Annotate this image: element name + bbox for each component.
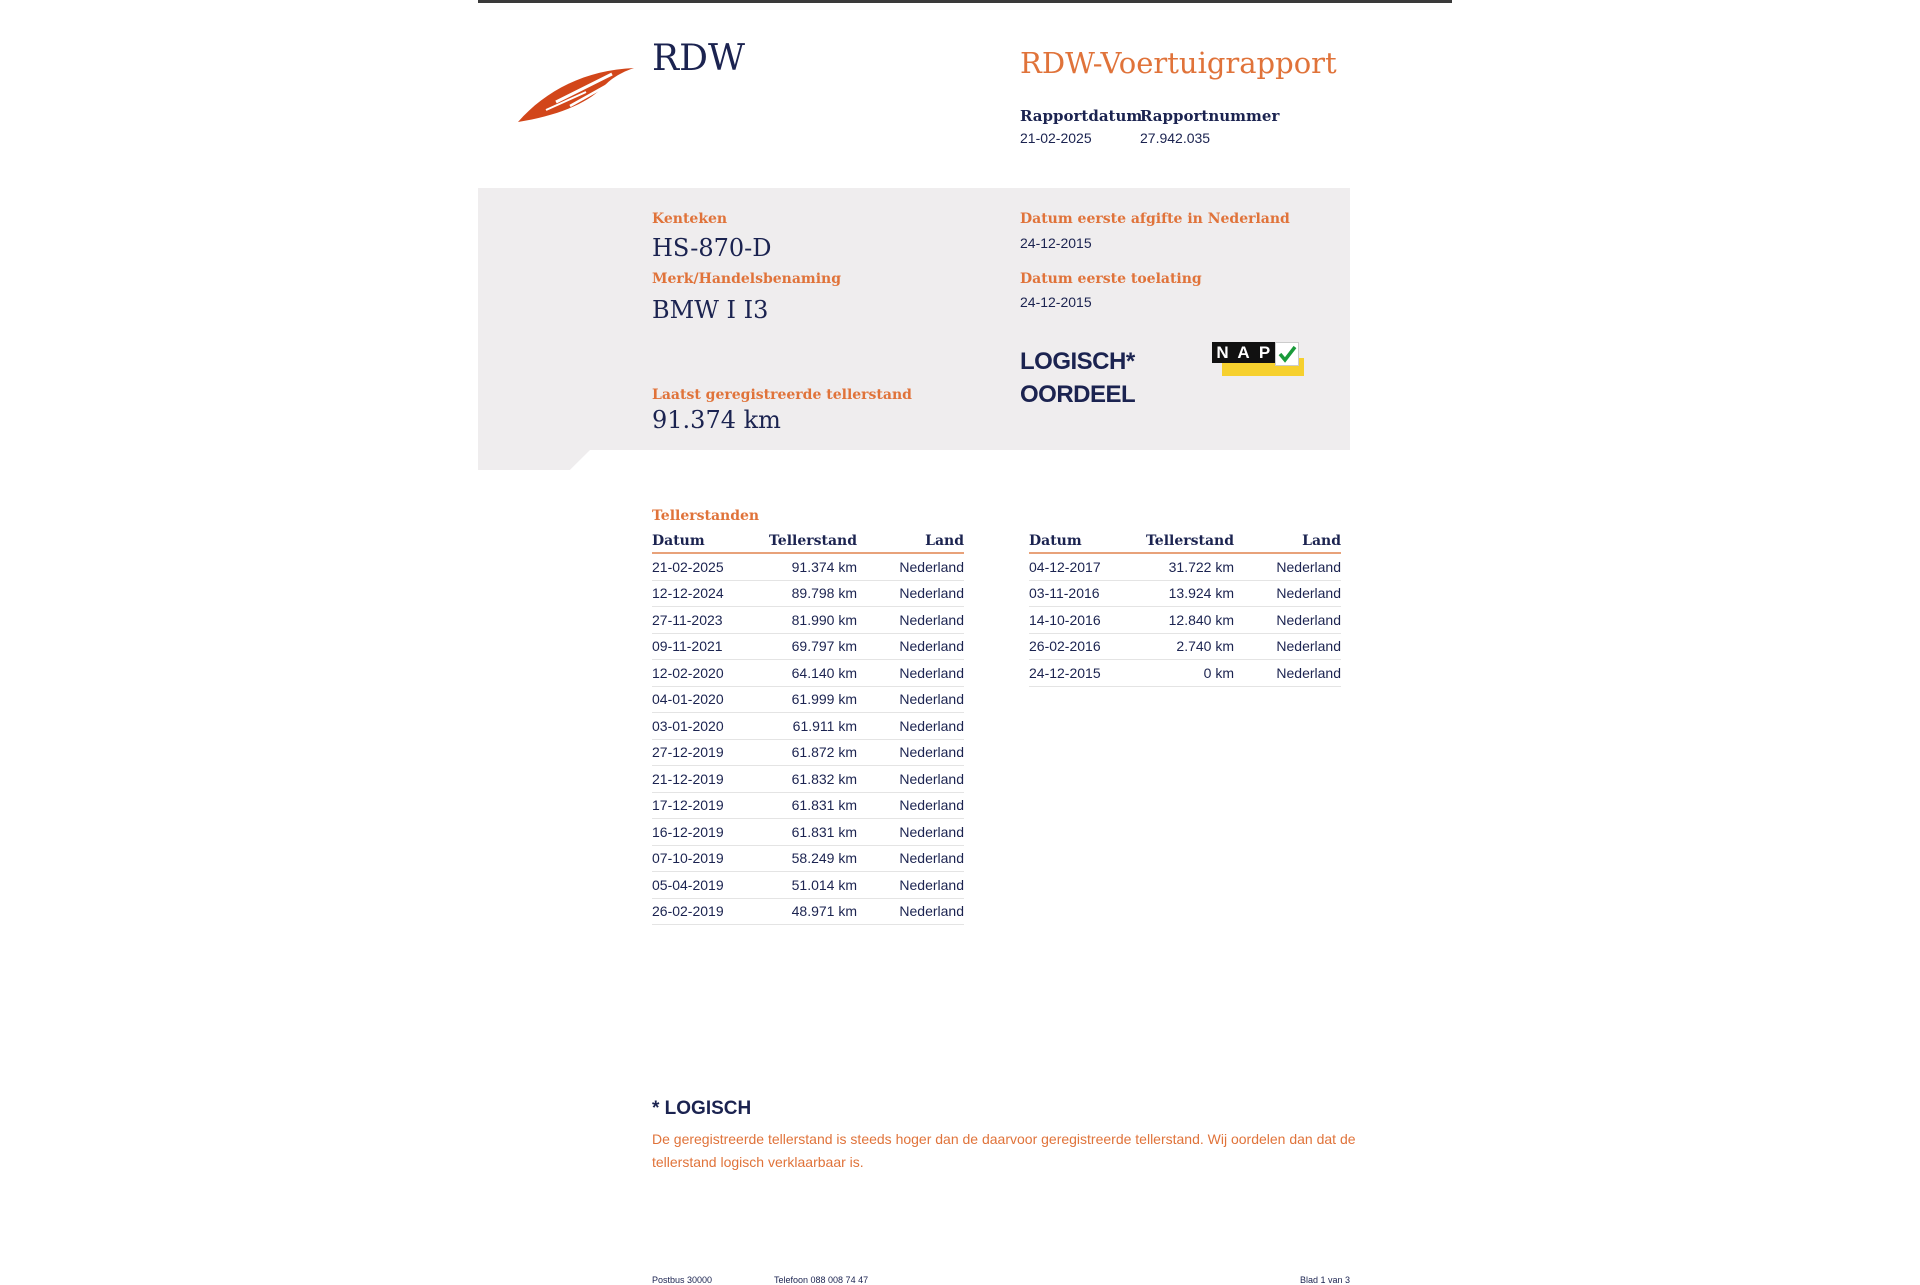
table-row — [652, 553, 964, 580]
odometer-table-right — [1029, 532, 1341, 687]
row-date: 26-02-2019 — [652, 898, 762, 925]
verdict-line-2: OORDEEL — [1020, 381, 1136, 408]
odometer-table-left — [652, 532, 964, 925]
row-date: 09-11-2021 — [652, 633, 762, 660]
verdict-line-1: LOGISCH* — [1020, 348, 1135, 375]
last-odo-label: Laatst geregistreerde tellerstand — [652, 387, 912, 403]
table-row — [652, 633, 964, 660]
row-odometer: 69.797 km — [762, 633, 857, 660]
row-date: 12-12-2024 — [652, 580, 762, 607]
row-date: 04-01-2020 — [652, 686, 762, 713]
row-date: 07-10-2019 — [652, 845, 762, 872]
col-country: Land — [857, 532, 964, 553]
note-heading: * LOGISCH — [652, 1098, 752, 1119]
report-number-label: Rapportnummer — [1140, 107, 1280, 125]
row-odometer: 13.924 km — [1139, 580, 1234, 607]
last-odo-value: 91.374 km — [652, 406, 781, 434]
footer-phone: Telefoon 088 008 74 47 — [774, 1275, 869, 1285]
row-country: Nederland — [1234, 580, 1341, 607]
table-row — [1029, 633, 1341, 660]
row-country: Nederland — [1234, 633, 1341, 660]
row-date: 27-11-2023 — [652, 607, 762, 634]
row-country: Nederland — [1234, 607, 1341, 634]
col-date: Datum — [652, 532, 762, 553]
table-row — [652, 660, 964, 687]
row-country: Nederland — [857, 845, 964, 872]
table-row — [652, 739, 964, 766]
row-country: Nederland — [857, 607, 964, 634]
col-country: Land — [1234, 532, 1341, 553]
row-country: Nederland — [857, 898, 964, 925]
footer-address: Postbus 30000 — [652, 1275, 713, 1285]
row-odometer: 61.872 km — [762, 739, 857, 766]
row-odometer: 12.840 km — [1139, 607, 1234, 634]
row-odometer: 61.911 km — [762, 713, 857, 740]
nap-letter-p: P — [1254, 342, 1275, 363]
row-country: Nederland — [857, 660, 964, 687]
col-date: Datum — [1029, 532, 1139, 553]
top-rule — [478, 0, 1452, 3]
nap-letter-n: N — [1212, 342, 1233, 363]
row-country: Nederland — [857, 580, 964, 607]
checkmark-icon — [1275, 342, 1299, 366]
table-row — [652, 898, 964, 925]
note-text: De geregistreerde tellerstand is steeds hoger dan de daarvoor geregistreerde tellerstand. Wij oordelen dan dat de tellerstand logisch verklaarbaar is. — [652, 1131, 1356, 1170]
row-country: Nederland — [857, 872, 964, 899]
plate-label: Kenteken — [652, 211, 728, 227]
row-date: 27-12-2019 — [652, 739, 762, 766]
table-row — [652, 766, 964, 793]
row-date: 03-11-2016 — [1029, 580, 1139, 607]
col-odometer: Tellerstand — [762, 532, 857, 553]
row-country: Nederland — [857, 633, 964, 660]
row-country: Nederland — [857, 553, 964, 580]
odometer-section-title: Tellerstanden — [652, 508, 760, 524]
row-date: 21-02-2025 — [652, 553, 762, 580]
row-date: 14-10-2016 — [1029, 607, 1139, 634]
table-row — [652, 845, 964, 872]
row-date: 26-02-2016 — [1029, 633, 1139, 660]
table-row — [652, 607, 964, 634]
table-row — [652, 819, 964, 846]
row-date: 05-04-2019 — [652, 872, 762, 899]
row-country: Nederland — [857, 713, 964, 740]
row-odometer: 31.722 km — [1139, 553, 1234, 580]
report-date-label: Rapportdatum — [1020, 107, 1143, 125]
row-date: 17-12-2019 — [652, 792, 762, 819]
plate-value: HS-870-D — [652, 234, 772, 262]
make-label: Merk/Handelsbenaming — [652, 271, 842, 287]
summary-panel — [478, 188, 1350, 450]
row-date: 21-12-2019 — [652, 766, 762, 793]
row-country: Nederland — [857, 766, 964, 793]
report-number: 27.942.035 — [1140, 130, 1211, 146]
row-odometer: 48.971 km — [762, 898, 857, 925]
rdw-logo — [516, 60, 636, 126]
row-odometer: 64.140 km — [762, 660, 857, 687]
row-country: Nederland — [857, 792, 964, 819]
table-row — [1029, 607, 1341, 634]
nap-letter-a: A — [1233, 342, 1254, 363]
row-country: Nederland — [857, 819, 964, 846]
row-date: 24-12-2015 — [1029, 660, 1139, 687]
row-odometer: 2.740 km — [1139, 633, 1234, 660]
row-odometer: 61.832 km — [762, 766, 857, 793]
table-row — [652, 686, 964, 713]
row-odometer: 91.374 km — [762, 553, 857, 580]
first-nl-label: Datum eerste afgifte in Nederland — [1020, 211, 1290, 227]
first-admission-label: Datum eerste toelating — [1020, 271, 1202, 287]
nap-check-logo — [1212, 342, 1304, 380]
row-date: 03-01-2020 — [652, 713, 762, 740]
row-odometer: 61.831 km — [762, 792, 857, 819]
row-country: Nederland — [1234, 660, 1341, 687]
col-odometer: Tellerstand — [1139, 532, 1234, 553]
report-date: 21-02-2025 — [1020, 130, 1092, 146]
brand-name: RDW — [652, 38, 745, 79]
row-date: 12-02-2020 — [652, 660, 762, 687]
row-date: 16-12-2019 — [652, 819, 762, 846]
row-country: Nederland — [1234, 553, 1341, 580]
row-country: Nederland — [857, 686, 964, 713]
row-country: Nederland — [857, 739, 964, 766]
row-odometer: 61.831 km — [762, 819, 857, 846]
table-row — [652, 792, 964, 819]
table-row — [1029, 660, 1341, 687]
first-nl-value: 24-12-2015 — [1020, 235, 1092, 251]
table-row — [652, 580, 964, 607]
row-odometer: 58.249 km — [762, 845, 857, 872]
row-date: 04-12-2017 — [1029, 553, 1139, 580]
row-odometer: 89.798 km — [762, 580, 857, 607]
row-odometer: 81.990 km — [762, 607, 857, 634]
table-row — [1029, 553, 1341, 580]
first-admission-value: 24-12-2015 — [1020, 294, 1092, 310]
footer-page: Blad 1 van 3 — [1300, 1275, 1351, 1285]
row-odometer: 51.014 km — [762, 872, 857, 899]
table-row — [652, 872, 964, 899]
row-odometer: 61.999 km — [762, 686, 857, 713]
row-odometer: 0 km — [1139, 660, 1234, 687]
report-title: RDW-Voertuigrapport — [1020, 46, 1337, 80]
make-value: BMW I I3 — [652, 296, 769, 324]
table-row — [1029, 580, 1341, 607]
table-row — [652, 713, 964, 740]
summary-panel-notch — [478, 450, 590, 470]
